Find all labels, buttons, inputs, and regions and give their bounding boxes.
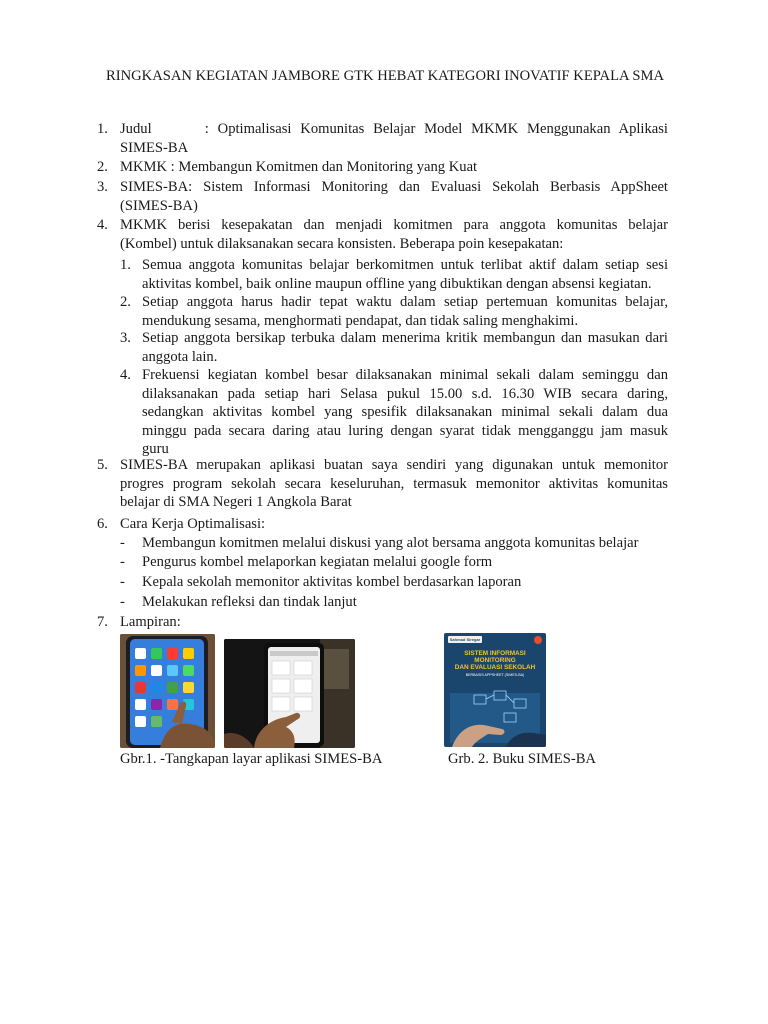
subitem-4-line-2: dilaksanakan pada setiap hari Selasa pukul 15.00 s.d. 16.30 WIB secara daring, [142,385,668,402]
item-2-text [120,158,668,177]
figure-2-caption: Grb. 2. Buku SIMES-BA [448,751,596,767]
subitem-4-number: 4. [120,367,131,383]
subitem-4-text [142,366,668,459]
item-1-line-1: Judul : Optimalisasi Komunitas Belajar Model MKMK Menggunakan Aplikasi [120,121,668,137]
item-3-line-1: SIMES-BA: Sistem Informasi Monitoring dan Evaluasi Sekolah Berbasis AppSheet [120,179,668,195]
item-4-number: 4. [97,217,108,233]
book-title-line-1: SISTEM INFORMASI [464,650,526,657]
subitem-2-line-1: Setiap anggota harus hadir tepat waktu dalam setiap pertemuan komunitas belajar, [142,294,668,310]
subitem-2-text [142,293,668,330]
subitem-1-text [142,256,668,293]
subitem-4-line-4: minggu pada secara daring atau luring dengan syarat tidak mengganggu jam masuk [142,422,668,439]
bullet-3-text: Kepala sekolah memonitor aktivitas kombel berdasarkan laporan [142,574,522,590]
book-cover [444,633,546,747]
subitem-2-number: 2. [120,294,131,310]
figure-1-caption: Gbr.1. -Tangkapan layar aplikasi SIMES-BA [120,751,383,767]
subitem-1-number: 1. [120,257,131,273]
item-4-text [120,216,668,253]
item-7-number: 7. [97,614,108,630]
bullet-1-dash: - [120,535,125,551]
subitem-3-text [142,329,668,366]
bullet-4-dash: - [120,594,125,610]
bullet-4-text: Melakukan refleksi dan tindak lanjut [142,594,357,610]
item-5-number: 5. [97,457,108,473]
subitem-3-number: 3. [120,330,131,346]
subitem-4-line-1: Frekuensi kegiatan kombel besar dilaksanakan minimal sekali dalam seminggu dan [142,367,668,383]
subitem-3-line-1: Setiap anggota bersikap terbuka dalam menerima kritik membangun dan masukan dari [142,330,668,346]
item-2-line-1: MKMK : Membangun Komitmen dan Monitoring yang Kuat [120,159,478,175]
book-author: Sahmad Siregar [449,637,481,642]
item-4-line-2: (Kombel) untuk dilaksanakan secara konsisten. Beberapa poin kesepakatan: [120,235,564,252]
bullet-2-dash: - [120,554,125,570]
subitem-1-line-1: Semua anggota komunitas belajar berkomitmen untuk terlibat aktif dalam setiap sesi [142,257,668,273]
item-5-line-2: progres program sekolah secara keseluruhan, termasuk memonitor aktivitas komunitas [120,475,668,492]
item-6-line-1: Cara Kerja Optimalisasi: [120,516,266,532]
item-4-line-1: MKMK berisi kesepakatan dan menjadi komitmen para anggota komunitas belajar [120,217,668,233]
item-6-text [120,515,668,534]
item-5-line-1: SIMES-BA merupakan aplikasi buatan saya sendiri yang digunakan untuk memonitor [120,457,668,473]
document-title: RINGKASAN KEGIATAN JAMBORE GTK HEBAT KATEGORI INOVATIF KEPALA SMA [105,68,664,84]
phone-photo-form [224,639,355,748]
item-1-number: 1. [97,121,108,137]
subitem-4-line-3: sedangkan aktivitas kombel yang spesifik dilaksanakan minimal sekali dalam dua [142,404,668,420]
item-6-number: 6. [97,516,108,532]
subitem-4-line-5: guru [142,441,169,457]
book-title [446,650,544,671]
book-title-line-2: MONITORING [474,657,516,664]
item-3-text [120,178,668,215]
item-5-text [120,456,668,512]
bullet-1-text: Membangun komitmen melalui diskusi yang alot bersama anggota komunitas belajar [142,535,639,551]
item-5-line-3: belajar di SMA Negeri 1 Angkola Barat [120,494,352,510]
item-7-text [120,613,668,632]
book-title-line-3: DAN EVALUASI SEKOLAH [454,664,536,671]
subitem-3-line-2: anggota lain. [142,348,218,365]
subitem-2-line-2: mendukung sesama, menghormati pendapat, dan tidak saling menghakimi. [142,312,579,329]
item-3-number: 3. [97,179,108,195]
subitem-1-line-2: aktivitas kombel, baik online maupun offline yang dibuktikan dengan absensi kegiatan. [142,275,652,292]
phone-photo-app-grid-image [120,634,215,748]
item-3-line-2: (SIMES-BA) [120,197,198,214]
book-subtitle: BERBASIS APPSHEET (SIMES-BA) [465,673,525,677]
item-7-line-1: Lampiran: [120,614,181,630]
item-1-text [120,120,668,157]
phone-photo-form-image [224,639,355,748]
item-1-line-2: SIMES-BA [120,139,189,156]
bullet-3-dash: - [120,574,125,590]
phone-photo-app-grid [120,634,215,748]
bullet-2-text: Pengurus kombel melaporkan kegiatan melalui google form [142,554,493,570]
item-2-number: 2. [97,159,108,175]
